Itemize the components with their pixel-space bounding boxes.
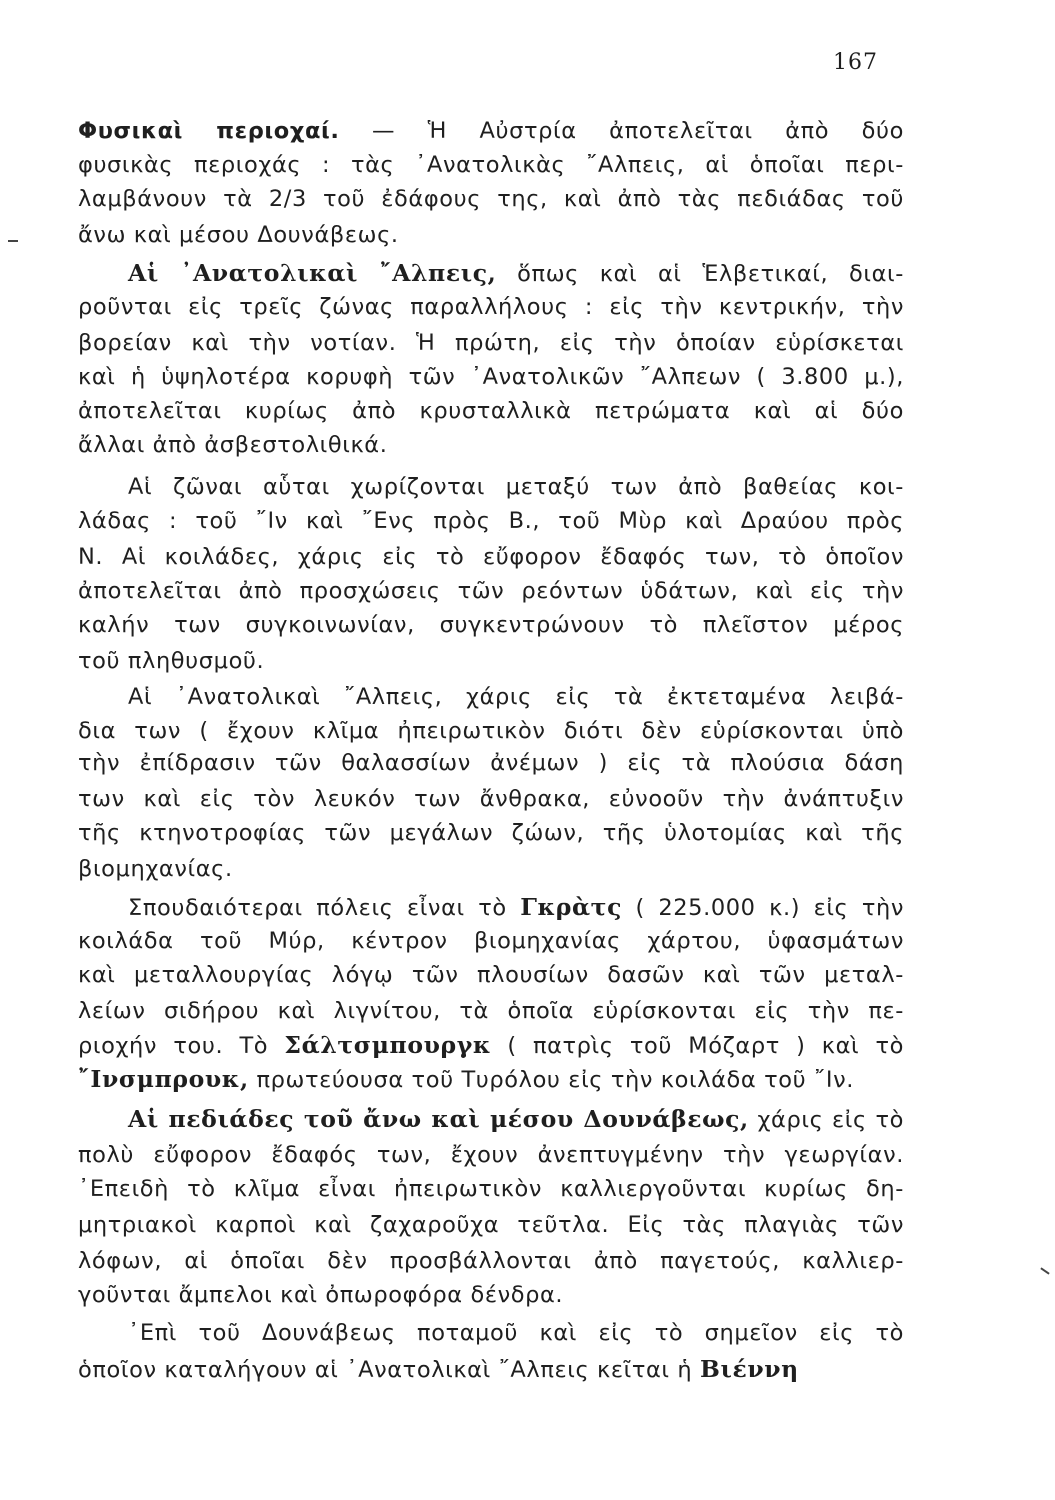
line-text: λείων σιδήρου καὶ λιγνίτου, τὰ ὁποῖα εὑρίσκονται εἰς τὴν πε- <box>78 998 904 1024</box>
text-line <box>78 574 904 608</box>
section-heading: Φυσικαὶ περιοχαί. <box>78 118 340 144</box>
text-line <box>78 428 904 462</box>
line-text: δια των ( ἔχουν κλῖμα ἠπειρωτικὸν διότι δὲν εὑρίσκονται ὑπὸ <box>78 718 904 744</box>
text-line <box>78 852 904 886</box>
text-line <box>78 644 904 678</box>
text-line <box>78 714 904 748</box>
text-line <box>128 1102 904 1136</box>
text-line <box>128 680 904 714</box>
text-line <box>78 394 904 428</box>
text-line <box>78 608 904 642</box>
bold-term: Σάλτσμπουργκ <box>284 1031 492 1059</box>
line-text: καὶ ἡ ὑψηλοτέρα κορυφὴ τῶν ᾿Ανατολικῶν ῎Αλπεων ( 3.800 μ.), <box>78 364 904 390</box>
line-text: Αἱ ζῶναι αὗται χωρίζονται μεταξύ των ἀπὸ βαθείας κοι- <box>128 474 904 500</box>
line-text: Σπουδαιότεραι πόλεις εἶναι τὸ <box>128 895 521 921</box>
bold-term: Βιέννη <box>700 1355 799 1383</box>
text-line <box>78 1352 904 1386</box>
text-line <box>78 504 904 538</box>
line-text: λόφων, αἱ ὁποῖαι δὲν προσβάλλονται ἀπὸ παγετούς, καλλιερ- <box>78 1248 904 1274</box>
margin-mark <box>8 240 18 242</box>
text-line <box>78 326 904 360</box>
text-line <box>128 890 904 924</box>
text-line <box>78 218 904 252</box>
text-line <box>78 182 904 216</box>
text-line <box>78 994 904 1028</box>
line-text: τὴν ἐπίδρασιν τῶν θαλασσίων ἀνέμων ) εἰς τὰ πλούσια δάση <box>78 750 904 776</box>
line-text: βορείαν καὶ τὴν νοτίαν. Ἡ πρώτη, εἰς τὴν ὁποίαν εὑρίσκεται <box>78 330 904 356</box>
line-text: ροῦνται εἰς τρεῖς ζώνας παραλλήλους : εἰς τὴν κεντρικήν, τὴν <box>78 294 904 320</box>
line-text: καὶ μεταλλουργίας λόγῳ τῶν πλουσίων δασῶν καὶ τῶν μεταλ- <box>78 962 904 988</box>
text-line <box>78 114 904 148</box>
line-text: καλήν των συγκοινωνίαν, συγκεντρώνουν τὸ πλεῖστον μέρος <box>78 612 904 638</box>
line-text: ἄνω καὶ μέσου Δουνάβεως. <box>78 222 399 248</box>
line-text: λαμβάνουν τὰ 2/3 τοῦ ἐδάφους της, καὶ ἀπὸ τὰς πεδιάδας τοῦ <box>78 186 904 212</box>
line-text: χάρις εἰς τὸ <box>748 1107 904 1133</box>
line-text: πρωτεύουσα τοῦ Τυρόλου εἰς τὴν κοιλάδα τοῦ ῎Ιν. <box>248 1067 854 1093</box>
text-line <box>78 290 904 324</box>
bold-term: ῎Ινσμπρουκ, <box>78 1065 249 1093</box>
page-number: 167 <box>833 50 878 75</box>
line-text: ( 225.000 κ.) εἰς τὴν <box>621 895 905 921</box>
margin-mark <box>1040 1267 1049 1274</box>
text-line <box>78 1244 904 1278</box>
text-line <box>78 924 904 958</box>
text-line <box>78 360 904 394</box>
bold-term: Γκρὰτς <box>520 893 622 921</box>
text-line <box>78 1208 904 1242</box>
line-text: ᾿Επὶ τοῦ Δουνάβεως ποταμοῦ καὶ εἰς τὸ σημεῖον εἰς τὸ <box>128 1320 904 1346</box>
line-text: ἀποτελεῖται κυρίως ἀπὸ κρυσταλλικὰ πετρώματα καὶ αἱ δύο <box>78 398 904 424</box>
line-text: ( πατρὶς τοῦ Μόζαρτ ) καὶ τὸ <box>491 1033 904 1059</box>
line-text: των καὶ εἰς τὸν λευκόν των ἄνθρακα, εὐνοοῦν τὴν ἀνάπτυξιν <box>78 786 904 812</box>
line-text: τῆς κτηνοτροφίας τῶν μεγάλων ζώων, τῆς ὑλοτομίας καὶ τῆς <box>78 820 904 846</box>
line-text: βιομηχανίας. <box>78 856 233 882</box>
line-text: Αἱ ᾿Ανατολικαὶ ῎Αλπεις, χάρις εἰς τὰ ἐκτεταμένα λειβά- <box>128 684 904 710</box>
text-line <box>78 1172 904 1206</box>
line-text: — Ἡ Αὐστρία ἀποτελεῖται ἀπὸ δύο <box>339 118 905 144</box>
line-text: μητριακοὶ καρποὶ καὶ ζαχαροῦχα τεῦτλα. Εἰς τὰς πλαγιὰς τῶν <box>78 1212 904 1238</box>
line-text: ᾿Επειδὴ τὸ κλῖμα εἶναι ἠπειρωτικὸν καλλιεργοῦνται κυρίως δη- <box>78 1176 904 1202</box>
text-line <box>128 256 904 290</box>
text-line <box>78 746 904 780</box>
text-line <box>78 1138 904 1172</box>
line-text: πολὺ εὔφορον ἔδαφός των, ἔχουν ἀνεπτυγμένην τὴν γεωργίαν. <box>78 1142 904 1168</box>
text-line <box>78 1028 904 1062</box>
text-line <box>78 1278 904 1312</box>
line-text: ὅπως καὶ αἱ Ἑλβετικαί, διαι- <box>496 261 904 287</box>
line-text: φυσικὰς περιοχάς : τὰς ᾿Ανατολικὰς ῎Αλπεις, αἱ ὁποῖαι περι- <box>78 152 904 178</box>
line-text: κοιλάδα τοῦ Μύρ, κέντρον βιομηχανίας χάρτου, ὑφασμάτων <box>78 928 904 954</box>
text-line <box>128 1316 904 1350</box>
line-text: λάδας : τοῦ ῎Ιν καὶ ῎Ενς πρὸς Β., τοῦ Μὺρ καὶ Δραύου πρὸς <box>78 508 904 534</box>
bold-term: Αἱ πεδιάδες τοῦ ἄνω καὶ μέσου Δουνάβεως, <box>128 1105 749 1133</box>
bold-term: Αἱ ᾿Ανατολικαὶ ῎Αλπεις, <box>128 259 497 287</box>
text-line <box>78 816 904 850</box>
line-text: ἄλλαι ἀπὸ ἀσβεστολιθικά. <box>78 432 388 458</box>
line-text: τοῦ πληθυσμοῦ. <box>78 648 265 674</box>
line-text: ἀποτελεῖται ἀπὸ προσχώσεις τῶν ρεόντων ὑδάτων, καὶ εἰς τὴν <box>78 578 904 604</box>
text-line <box>78 148 904 182</box>
text-line <box>78 540 904 574</box>
text-line <box>78 782 904 816</box>
line-text: ριοχήν του. Τὸ <box>78 1033 285 1059</box>
text-line <box>78 1062 904 1096</box>
line-text: ὁποῖον καταλήγουν αἱ ᾿Ανατολικαὶ ῎Αλπεις κεῖται ἡ <box>78 1357 701 1383</box>
line-text: γοῦνται ἄμπελοι καὶ ὀπωροφόρα δένδρα. <box>78 1282 564 1308</box>
text-line <box>128 470 904 504</box>
text-line <box>78 958 904 992</box>
line-text: Ν. Αἱ κοιλάδες, χάρις εἰς τὸ εὔφορον ἔδαφός των, τὸ ὁποῖον <box>78 544 904 570</box>
